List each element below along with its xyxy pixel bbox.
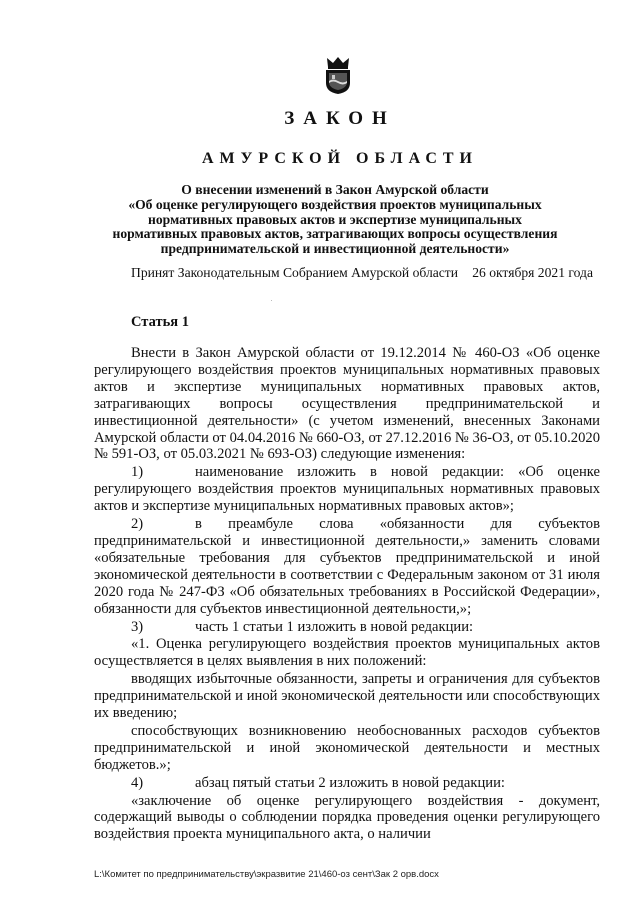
item-number: 3) <box>131 618 144 635</box>
adopted-by: Принят Законодательным Собранием Амурской области <box>131 265 459 280</box>
subject-line: «Об оценке регулирующего воздействия проектов муниципальных <box>128 196 542 212</box>
scan-speck <box>271 300 272 301</box>
subject-line: предпринимательской и инвестиционной деятельности» <box>160 241 510 257</box>
list-item <box>94 464 600 515</box>
quote-paragraph: «1. Оценка регулирующего воздействия проектов муниципальных актов осуществляется в целях выявления в них положений: <box>94 636 600 670</box>
intro-paragraph: Внести в Закон Амурской области от 19.12.2014 № 460-ОЗ «Об оценке регулирующего воздействия проектов муниципальных нормативных правовых актов и экспертизе муниципальных нормативных правовых актов, затрагивающих вопросы осуществления предпринимательской и инвестиционной деятельности» (с учетом изменений, внесенных Законами Амурской области от 04.04.2016 № 660-ОЗ, от 27.12.2016 № 36-ОЗ, от 05.10.2020 № 591-ОЗ, от 05.03.2021 № 693-ОЗ) следующие изменения: <box>94 345 600 463</box>
list-item <box>94 775 600 792</box>
item-number: 1) <box>131 464 144 481</box>
document-title: ЗАКОН <box>284 108 396 129</box>
adopted-date: 26 октября 2021 года <box>472 265 593 280</box>
quote-paragraph: способствующих возникновению необоснованных расходов субъектов предпринимательской и иной экономической деятельности и местных бюджетов.»; <box>94 722 600 773</box>
list-item <box>94 516 600 617</box>
item-text: наименование изложить в новой редакции: «Об оценке регулирующего воздействия проектов муниципальных нормативных правовых актов и экспертизе муниципальных нормативных правовых актов»; <box>94 464 600 515</box>
file-path-footer: L:\Комитет по предпринимательству\экразвитие 21\460-оз сент\Зак 2 орв.docx <box>94 869 439 880</box>
item-text: часть 1 статьи 1 изложить в новой редакции: <box>195 618 474 635</box>
quote-paragraph: вводящих избыточные обязанности, запреты и ограничения для субъектов предпринимательской и иной экономической деятельности или способствующих их введению; <box>94 671 600 722</box>
law-subject <box>85 183 585 257</box>
article-body <box>94 345 600 843</box>
subject-line: О внесении изменений в Закон Амурской области <box>181 182 489 197</box>
list-item <box>94 619 600 636</box>
final-paragraph: «заключение об оценке регулирующего воздействия - документ, содержащий выводы о соблюдении порядка проведения оценки регулирующего воздействия проекта муниципального акта, о наличии <box>94 792 600 843</box>
amur-region-coat-of-arms-icon <box>321 55 355 95</box>
item-text: абзац пятый статьи 2 изложить в новой редакции: <box>195 774 505 791</box>
item-number: 4) <box>131 774 144 791</box>
adoption-line <box>131 265 593 281</box>
item-number: 2) <box>131 516 144 533</box>
article-heading: Статья 1 <box>131 314 189 330</box>
subject-line: нормативных правовых актов и экспертизе муниципальных <box>148 211 522 227</box>
region-name: АМУРСКОЙ ОБЛАСТИ <box>202 150 478 167</box>
item-text: в преамбуле слова «обязанности для субъектов предпринимательской и инвестиционной деятельности,» заменить словами «обязательные требования для субъектов предпринимательской и иной экономической деятельности в соответствии с Федеральным законом от 31 июля 2020 года № 247-ФЗ «Об обязательных требованиях в Российской Федерации», обязанности для субъектов инвестиционной деятельности,»; <box>94 516 600 617</box>
subject-line: нормативных правовых актов, затрагивающих вопросы осуществления <box>112 226 558 242</box>
